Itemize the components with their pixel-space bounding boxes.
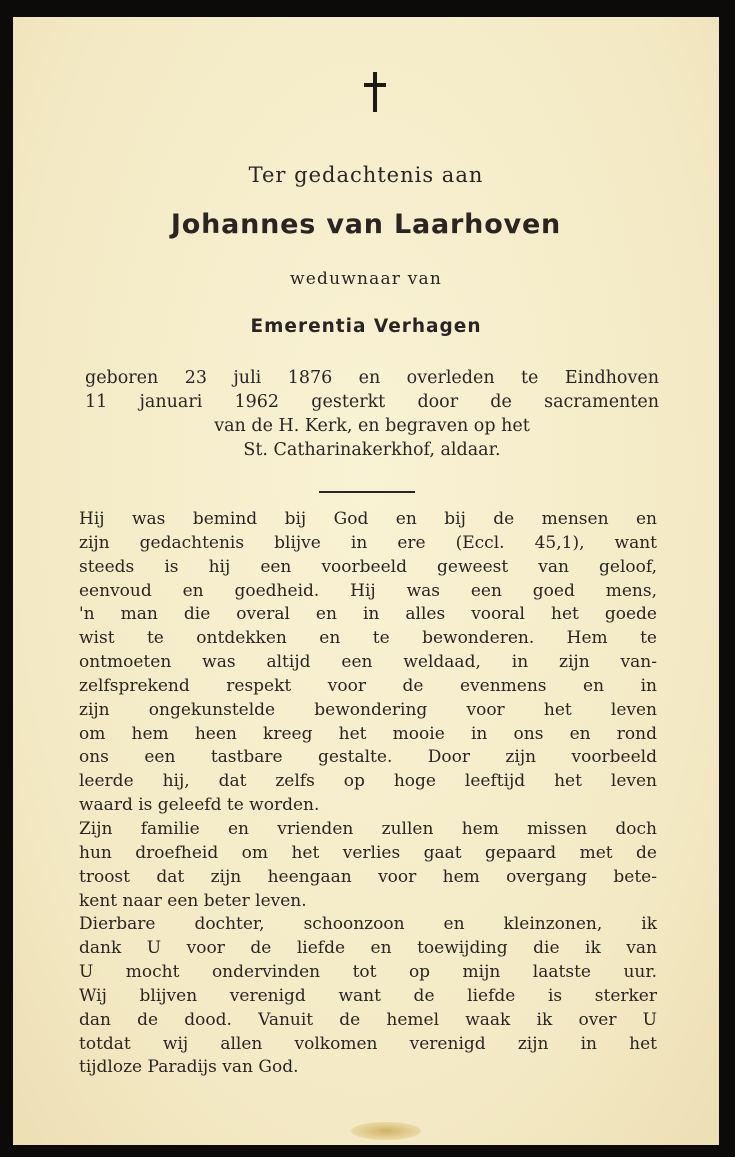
- eulogy-line: 'n man die overal en in alles vooral het goede: [79, 604, 657, 625]
- eulogy-line: hun droefheid om het verlies gaat gepaard met de: [79, 842, 657, 863]
- latin-cross-icon: [364, 72, 386, 112]
- paper-stain: [351, 1122, 421, 1140]
- bio-line: van de H. Kerk, en begraven op het: [214, 416, 530, 436]
- bio-line: St. Catharinakerkhof, aldaar.: [243, 440, 501, 460]
- eulogy-line: steeds is hij een voorbeeld geweest van geloof,: [79, 556, 657, 577]
- biography-block: [85, 366, 659, 462]
- eulogy-line: om hem heen kreeg het mooie in ons en rond: [79, 723, 657, 744]
- eulogy-line: leerde hij, dat zelfs op hoge leeftijd het leven: [79, 771, 657, 792]
- eulogy-line: zijn gedachtenis blijve in ere (Eccl. 45,1), want: [79, 532, 657, 553]
- eulogy-line: kent naar een beter leven.: [79, 890, 307, 911]
- eulogy-line: tijdloze Paradijs van God.: [79, 1057, 299, 1078]
- divider-rule: [319, 491, 415, 493]
- eulogy-line: Zijn familie en vrienden zullen hem missen doch: [79, 818, 657, 839]
- bio-line: 11 januari 1962 gesterkt door de sacramenten: [85, 392, 659, 412]
- eulogy-line: wist te ontdekken en te bewonderen. Hem te: [79, 628, 657, 649]
- eulogy-line: troost dat zijn heengaan voor hem overgang bete-: [79, 866, 657, 887]
- eulogy-line: Wij blijven verenigd want de liefde is sterker: [79, 985, 657, 1006]
- eulogy-line: U mocht ondervinden tot op mijn laatste uur.: [79, 962, 657, 983]
- eulogy-line: ontmoeten was altijd een weldaad, in zijn van-: [79, 652, 657, 673]
- eulogy-line: totdat wij allen volkomen verenigd zijn in het: [79, 1033, 657, 1054]
- spouse-name: Emerentia Verhagen: [250, 316, 482, 337]
- eulogy-line: ons een tastbare gestalte. Door zijn voorbeeld: [79, 747, 657, 768]
- eulogy-text: [79, 508, 657, 1080]
- eulogy-line: eenvoud en goedheid. Hij was een goed mens,: [79, 580, 657, 601]
- eulogy-line: dank U voor de liefde en toewijding die ik van: [79, 938, 657, 959]
- widower-of-text: weduwnaar van: [289, 269, 443, 289]
- deceased-name: Johannes van Laarhoven: [170, 209, 562, 240]
- eulogy-line: dan de dood. Vanuit de hemel waak ik over U: [79, 1009, 657, 1030]
- eulogy-line: zijn ongekunstelde bewondering voor het leven: [79, 699, 657, 720]
- eulogy-line: Dierbare dochter, schoonzoon en kleinzonen, ik: [79, 914, 657, 935]
- eulogy-line: waard is geleefd te worden.: [79, 795, 320, 816]
- eulogy-line: zelfsprekend respekt voor de evenmens en in: [79, 675, 657, 696]
- memorial-card: [13, 17, 719, 1145]
- eulogy-line: Hij was bemind bij God en bij de mensen en: [79, 509, 657, 529]
- bio-line: geboren 23 juli 1876 en overleden te Eindhoven: [85, 368, 659, 388]
- intro-text: Ter gedachtenis aan: [248, 163, 484, 187]
